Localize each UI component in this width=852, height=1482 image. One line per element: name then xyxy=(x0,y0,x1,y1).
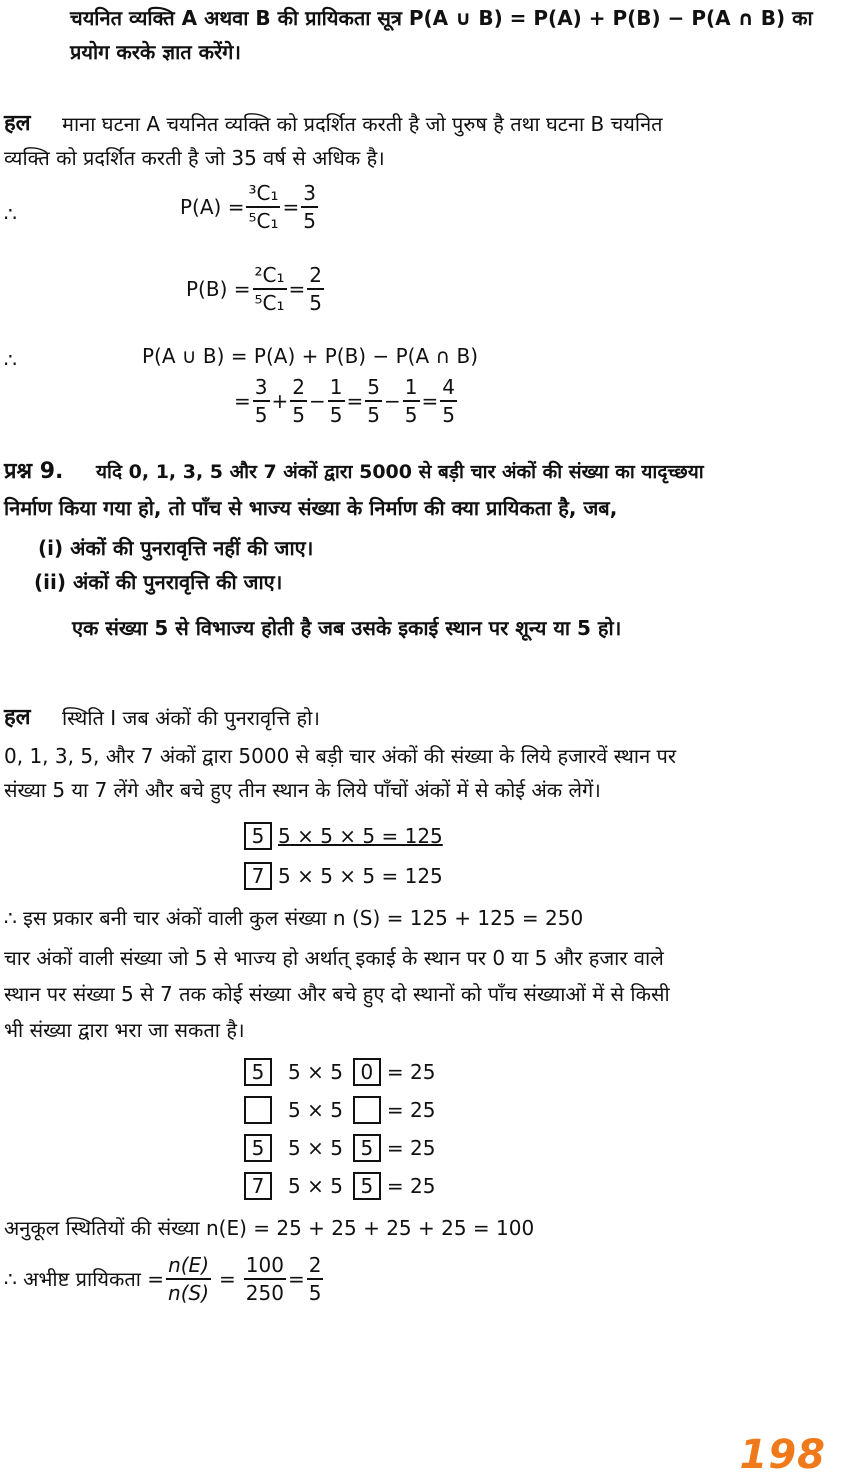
digit-box: 5 xyxy=(244,822,272,850)
solution-1-line-2: व्यक्ति को प्रदर्शित करती है जो 35 वर्ष से अधिक है। xyxy=(4,146,385,170)
question-9-line-2: निर्माण किया गया हो, तो पाँच से भाज्य संख्या के निर्माण की क्या प्रायिकता है, जब, xyxy=(4,496,618,520)
union-calculation: = $\frac{3}{5}$ + $\frac{2}{5}$ − $\frac{1}{5}$ = $\frac{5}{5}$ − $\frac{1}{5}$ = $\frac{4}{5}$ xyxy=(234,375,455,427)
question-9-option-2: (ii) अंकों की पुनरावृत्ति की जाए। xyxy=(34,570,283,594)
favourable-count: अनुकूल स्थितियों की संख्या n(E) = 25 + 25 + 25 + 25 = 100 xyxy=(4,1216,535,1240)
intro-line-2: प्रयोग करके ज्ञात करेंगे। xyxy=(70,40,241,64)
pa-result: $\frac{3}{5}$ xyxy=(303,181,316,233)
question-9-line-1: यदि 0, 1, 3, 5 और 7 अंकों द्वारा 5000 से बड़ी चार अंकों की संख्या का यादृच्छया xyxy=(96,461,704,483)
union-formula: P(A ∪ B) = P(A) + P(B) − P(A ∩ B) xyxy=(142,344,478,368)
question-9-option-1: (i) अंकों की पुनरावृत्ति नहीं की जाए। xyxy=(38,536,314,560)
count-row-2: 7 5 × 5 × 5 = 125 xyxy=(244,862,443,890)
pb-equation: P(B) = $\frac{\text{²C₁}}{\text{⁵C₁}}$ = $\frac{2}{5}$ xyxy=(186,263,323,315)
question-9-label: प्रश्न 9. xyxy=(4,459,64,484)
question-9-hint: एक संख्या 5 से विभाज्य होती है जब उसके इकाई स्थान पर शून्य या 5 हो। xyxy=(72,616,622,640)
pb-result: $\frac{2}{5}$ xyxy=(309,263,323,315)
digit-box: 7 xyxy=(244,862,272,890)
probability-result: ∴ अभीष्ट प्रायिकता = $\frac{n(E)}{n(S)}$ = $\frac{100}{250}$ = $\frac{2}{5}$ xyxy=(4,1253,322,1305)
pa-equation: P(A) = $\frac{\text{³C₁}}{\text{⁵C₁}}$ = $\frac{3}{5}$ xyxy=(180,181,316,233)
solution-label: हल xyxy=(4,111,31,136)
paragraph-line-2: स्थान पर संख्या 5 से 7 तक कोई संख्या और बचे हुए दो स्थानों को पाँच संख्याओं में से किसी xyxy=(4,982,670,1006)
therefore-symbol: ∴ xyxy=(4,202,17,226)
solution-2-line-1: 0, 1, 3, 5, और 7 अंकों द्वारा 5000 से बड़ी चार अंकों की संख्या के लिये हजारवें स्थान पर xyxy=(4,744,677,768)
case-heading: स्थिति I जब अंकों की पुनरावृत्ति हो। xyxy=(62,706,320,730)
favourable-row-3: 5 5 × 5 5 = 25 xyxy=(244,1134,436,1162)
paragraph-line-1: चार अंकों वाली संख्या जो 5 से भाज्य हो अर्थात् इकाई के स्थान पर 0 या 5 और हजार वाले xyxy=(4,946,664,970)
count-row-1: 5 5 × 5 × 5 = 125 xyxy=(244,822,443,850)
paragraph-line-3: भी संख्या द्वारा भरा जा सकता है। xyxy=(4,1018,245,1042)
favourable-row-2: 5 × 5 = 25 xyxy=(244,1096,436,1124)
solution-2-label: हल xyxy=(4,705,31,730)
favourable-row-4: 7 5 × 5 5 = 25 xyxy=(244,1172,436,1200)
intro-line-1: चयनित व्यक्ति A अथवा B की प्रायिकता सूत्र P(A ∪ B) = P(A) + P(B) − P(A ∩ B) का xyxy=(70,6,813,30)
pa-lhs: P(A) = xyxy=(180,195,245,219)
solution-1-line-1: माना घटना A चयनित व्यक्ति को प्रदर्शित करती है जो पुरुष है तथा घटना B चयनित xyxy=(62,112,663,136)
solution-2-line-2: संख्या 5 या 7 लेंगे और बचे हुए तीन स्थान के लिये पाँचों अंकों में से कोई अंक लेगें। xyxy=(4,778,601,802)
pb-lhs: P(B) = xyxy=(186,277,251,301)
therefore-symbol-2: ∴ xyxy=(4,348,17,372)
page-number: 198 xyxy=(739,1432,826,1478)
pb-fraction: $\frac{\text{²C₁}}{\text{⁵C₁}}$ xyxy=(254,263,285,315)
total-count: ∴ इस प्रकार बनी चार अंकों वाली कुल संख्या n (S) = 125 + 125 = 250 xyxy=(4,906,584,930)
favourable-row-1: 5 5 × 5 0 = 25 xyxy=(244,1058,436,1086)
pa-fraction: $\frac{\text{³C₁}}{\text{⁵C₁}}$ xyxy=(248,181,279,233)
